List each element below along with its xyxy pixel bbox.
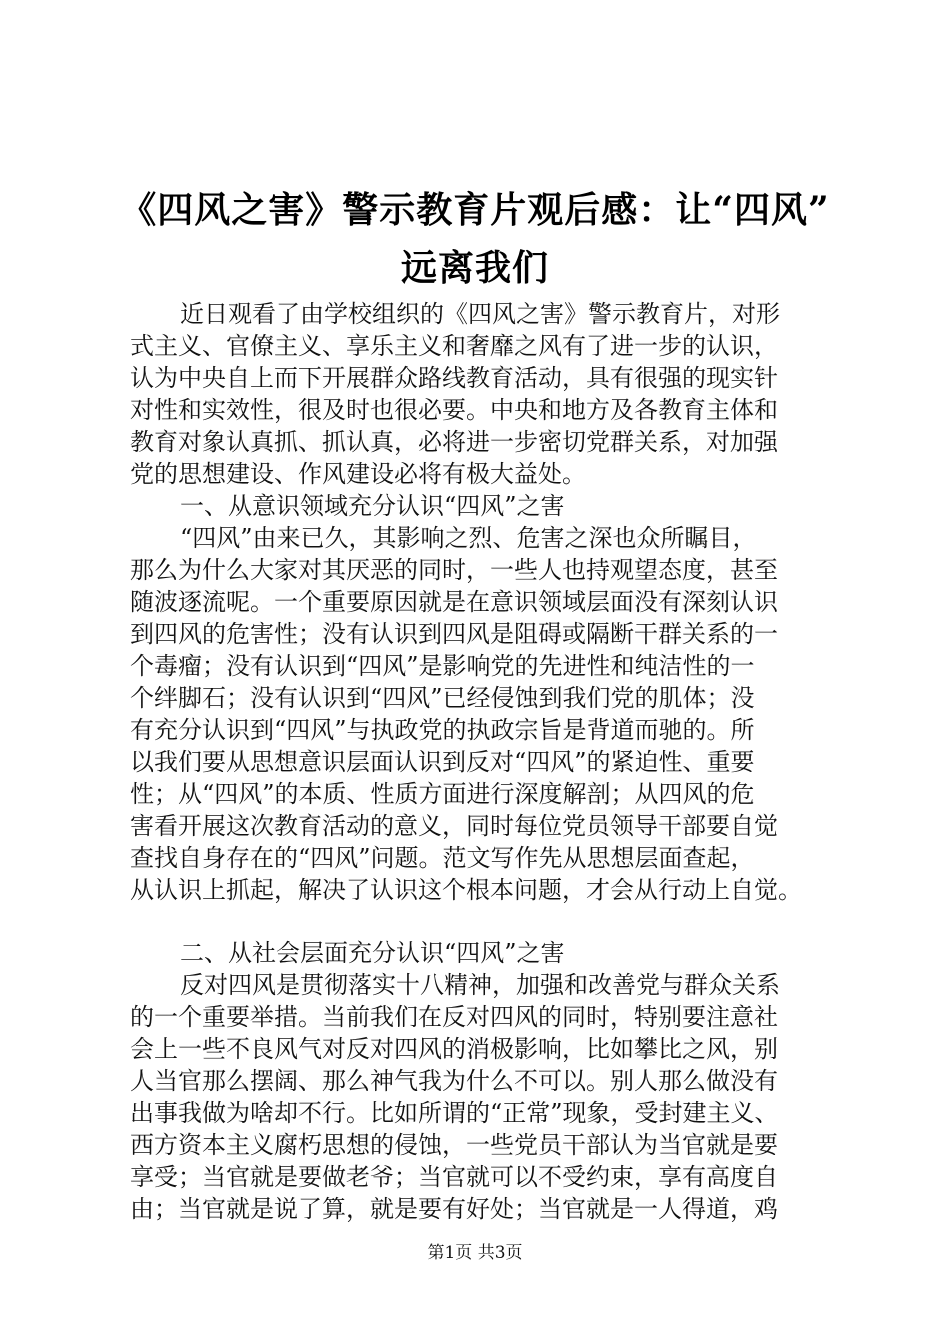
body-text-line: 那么为什么大家对其厌恶的同时，一些人也持观望态度，甚至 [130, 556, 778, 584]
body-text-line: 出事我做为啥却不行。比如所谓的“正常”现象，受封建主义、 [130, 1099, 779, 1127]
body-text-line: 有充分认识到“四风”与执政党的执政宗旨是背道而驰的。所 [130, 716, 755, 744]
body-text-line: 随波逐流呢。一个重要原因就是在意识领域层面没有深刻认识 [130, 588, 778, 616]
body-text-line: 由；当官就是说了算，就是要有好处；当官就是一人得道，鸡 [130, 1195, 778, 1223]
body-text-line: 近日观看了由学校组织的《四风之害》警示教育片，对形 [180, 300, 780, 328]
body-text-line: 党的思想建设、作风建设必将有极大益处。 [130, 460, 586, 488]
body-text-line: 查找自身存在的“四风”问题。范文写作先从思想层面查起， [130, 844, 755, 872]
page-number-footer: 第1页 共3页 [427, 1243, 523, 1263]
body-text-line: 西方资本主义腐朽思想的侵蚀，一些党员干部认为当官就是要 [130, 1131, 778, 1159]
body-text-line: 人当官那么摆阔、那么神气我为什么不可以。别人那么做没有 [130, 1067, 778, 1095]
body-text-line: 认为中央自上而下开展群众路线教育活动，具有很强的现实针 [130, 364, 778, 392]
section-heading: 二、从社会层面充分认识“四风”之害 [180, 939, 565, 967]
body-text-line: 教育对象认真抓、抓认真，必将进一步密切党群关系，对加强 [130, 428, 778, 456]
body-text-line: 到四风的危害性；没有认识到四风是阻碍或隔断干群关系的一 [130, 620, 778, 648]
body-text-line: 对性和实效性，很及时也很必要。中央和地方及各教育主体和 [130, 396, 778, 424]
body-text-line: 式主义、官僚主义、享乐主义和奢靡之风有了进一步的认识， [130, 332, 778, 360]
body-text-line: 从认识上抓起，解决了认识这个根本问题，才会从行动上自觉。 [130, 876, 802, 904]
body-text-line: 会上一些不良风气对反对四风的消极影响，比如攀比之风，别 [130, 1035, 778, 1063]
body-text-line: 害看开展这次教育活动的意义，同时每位党员领导干部要自觉 [130, 812, 778, 840]
body-text-line: 反对四风是贯彻落实十八精神，加强和改善党与群众关系 [180, 971, 780, 999]
document-title-line-2: 远离我们 [400, 247, 549, 289]
body-text-line: “四风”由来已久，其影响之烈、危害之深也众所瞩目， [180, 524, 757, 552]
section-heading: 一、从意识领域充分认识“四风”之害 [180, 492, 565, 520]
body-text-line: 以我们要从思想意识层面认识到反对“四风”的紧迫性、重要 [130, 748, 755, 776]
document-title-line-1: 《四风之害》警示教育片观后感：让“四风” [120, 189, 830, 231]
body-text-line: 享受；当官就是要做老爷；当官就可以不受约束，享有高度自 [130, 1163, 778, 1191]
body-text-line: 个绊脚石；没有认识到“四风”已经侵蚀到我们党的肌体；没 [130, 684, 755, 712]
body-text-line: 的一个重要举措。当前我们在反对四风的同时，特别要注意社 [130, 1003, 778, 1031]
body-text-line: 性；从“四风”的本质、性质方面进行深度解剖；从四风的危 [130, 780, 755, 808]
body-text-line: 个毒瘤；没有认识到“四风”是影响党的先进性和纯洁性的一 [130, 652, 755, 680]
